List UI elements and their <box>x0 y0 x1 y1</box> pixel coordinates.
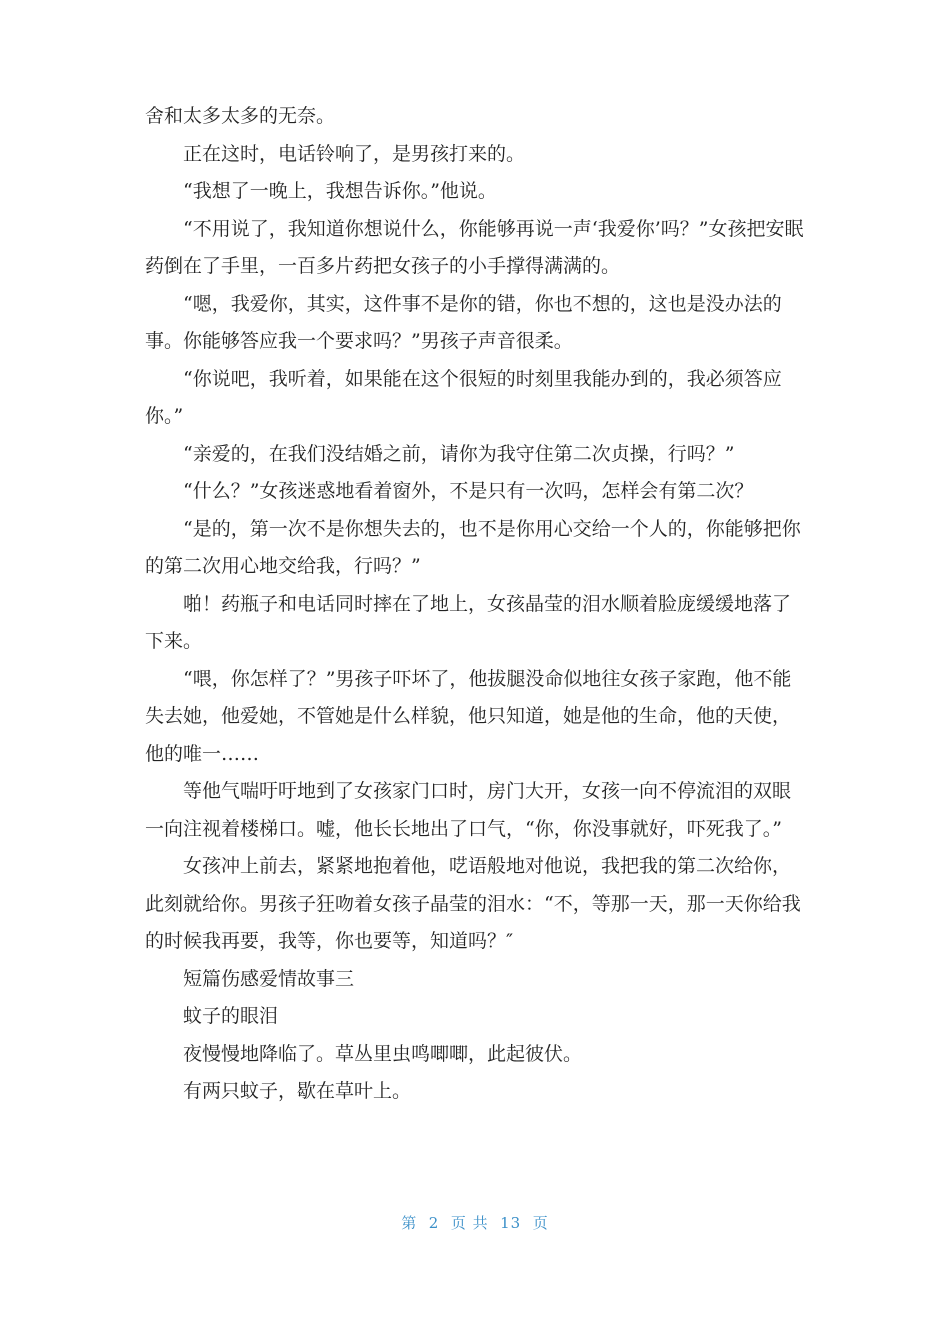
paragraph-12: 等他气喘吁吁地到了女孩家门口时，房门大开，女孩一向不停流泪的双眼一向注视着楼梯口。嘘，他长长地出了口气，“你，你没事就好，吓死我了。” <box>145 780 792 840</box>
story-title: 蚊子的眼泪 <box>183 1005 279 1027</box>
paragraph-8: “什么？”女孩迷惑地看着窗外，不是只有一次吗，怎样会有第二次？ <box>183 480 754 502</box>
paragraph-6: “你说吧，我听着，如果能在这个很短的时刻里我能办到的，我必须答应你。” <box>145 367 782 427</box>
paragraph-5: “嗯，我爱你，其实，这件事不是你的错，你也不想的，这也是没办法的事。你能够答应我一个要求吗？”男孩子声音很柔。 <box>145 292 782 352</box>
paragraph-9: “是的，第一次不是你想失去的，也不是你用心交给一个人的，你能够把你的第二次用心地交给我，行吗？” <box>145 517 801 577</box>
paragraph-2: 正在这时，电话铃响了，是男孩打来的。 <box>183 142 526 165</box>
paragraph-11: “喂，你怎样了？”男孩子吓坏了，他拔腿没命似地往女孩子家跑，他不能失去她，他爱她，不管她是什么样貌，他只知道，她是他的生命，他的天使，他的唯一…… <box>145 667 792 765</box>
paragraph-7: “亲爱的，在我们没结婚之前，请你为我守住第二次贞操，行吗？” <box>183 442 735 465</box>
section-heading: 短篇伤感爱情故事三 <box>183 967 355 990</box>
paragraph-17: 有两只蚊子，歇在草叶上。 <box>183 1080 412 1102</box>
page-number-footer: 第 2 页 共 13 页 <box>401 1214 549 1232</box>
paragraph-1: 舍和太多太多的无奈。 <box>145 105 336 127</box>
paragraph-3: “我想了一晚上，我想告诉你。”他说。 <box>183 180 497 202</box>
paragraph-13: 女孩冲上前去，紧紧地抱着他，呓语般地对他说，我把我的第二次给你，此刻就给你。男孩子狂吻着女孩子晶莹的泪水：“不，等那一天，那一天你给我的时候我再要，我等，你也要等，知道吗？″ <box>145 855 801 952</box>
paragraph-10: 啪！药瓶子和电话同时摔在了地上，女孩晶莹的泪水顺着脸庞缓缓地落了下来。 <box>145 592 792 652</box>
paragraph-16: 夜慢慢地降临了。草丛里虫鸣唧唧，此起彼伏。 <box>183 1042 583 1065</box>
paragraph-4: “不用说了，我知道你想说什么，你能够再说一声‘我爱你’吗？”女孩把安眠药倒在了手里，一百多片药把女孩子的小手撑得满满的。 <box>145 217 804 277</box>
body-text <box>145 98 805 1111</box>
